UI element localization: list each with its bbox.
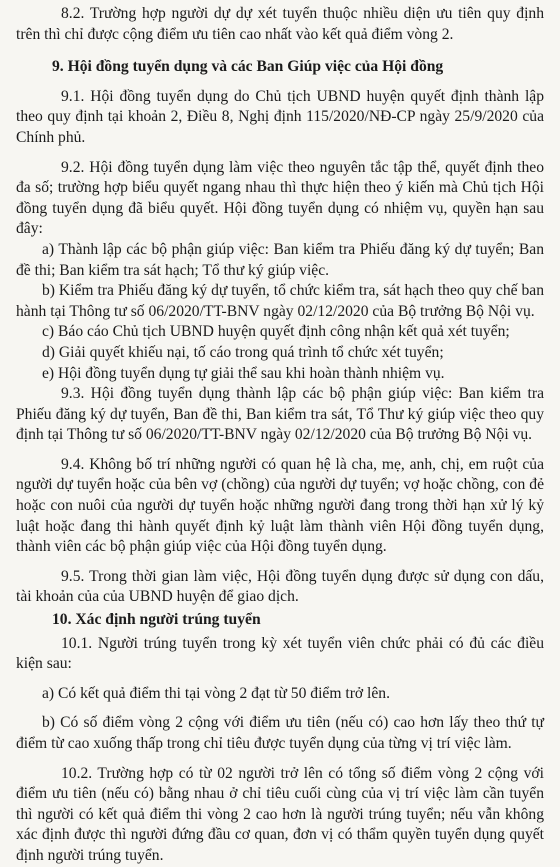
paragraph-9-1: 9.1. Hội đồng tuyển dụng do Chủ tịch UBND huyện quyết định thành lập theo quy định tại khoản 2, Điều 8, Nghị định 115/2020/NĐ-CP ngày 25/9/2020 của Chính phủ. <box>16 87 544 146</box>
paragraph-9-2-c: c) Báo cáo Chủ tịch UBND huyện quyết định công nhận kết quả xét tuyển; <box>42 323 510 341</box>
paragraph-10-1: 10.1. Người trúng tuyển trong kỳ xét tuyển viên chức phải có đủ các điều kiện sau: <box>16 634 544 673</box>
paragraph-9-2: 9.2. Hội đồng tuyển dụng làm việc theo nguyên tắc tập thể, quyết định theo đa số; trường hợp biểu quyết ngang nhau thì thực hiện theo ý kiến mà Chủ tịch Hội đồng tuyển dụng đã biểu quyết. Hội đồng tuyển dụng có nhiệm vụ, quyền hạn sau đây: <box>16 158 544 238</box>
section-heading-10: 10. Xác định người trúng tuyển <box>52 611 261 629</box>
section-heading-9: 9. Hội đồng tuyển dụng và các Ban Giúp việc của Hội đồng <box>52 58 444 76</box>
paragraph-9-4: 9.4. Không bố trí những người có quan hệ là cha, mẹ, anh, chị, em ruột của người dự tuyển hoặc của bên vợ (chồng) của người dự tuyển; vợ hoặc chồng, con đẻ hoặc con nuôi của người dự tuyển hoặc những người đang trong thời hạn xử lý kỷ luật hoặc đang thi hành quyết định kỷ luật làm thành viên Hội đồng tuyển dụng, thành viên các bộ phận giúp việc của Hội đồng tuyển dụng. <box>16 455 544 556</box>
paragraph-9-3: 9.3. Hội đồng tuyển dụng thành lập các bộ phận giúp việc: Ban kiểm tra Phiếu đăng ký dự tuyển, Ban đề thi, Ban kiểm tra sát, Tổ Thư ký giúp việc theo quy định tại Thông tư số 06/2020/TT-BNV ngày 02/12/2020 của Bộ trưởng Bộ Nội vụ. <box>16 385 544 444</box>
paragraph-10-2: 10.2. Trường hợp có từ 02 người trở lên có tổng số điểm vòng 2 cộng với điểm ưu tiên (nếu có) bằng nhau ở chỉ tiêu cuối cùng của vị trí việc làm cần tuyển thì người có kết quả điểm thi vòng 2 cao hơn là người trúng tuyển; nếu vẫn không xác định được thì người đứng đầu cơ quan, đơn vị có thẩm quyền tuyển dụng quyết định người trúng tuyển. <box>16 764 544 864</box>
paragraph-9-5: 9.5. Trong thời gian làm việc, Hội đồng tuyển dụng được sử dụng con dấu, tài khoản của của UBND huyện để giao dịch. <box>16 567 544 606</box>
paragraph-10-1-a: a) Có kết quả điểm thi tại vòng 2 đạt từ 50 điểm trở lên. <box>42 684 390 702</box>
paragraph-9-2-b: b) Kiểm tra Phiếu đăng ký dự tuyển, tổ chức kiểm tra, sát hạch theo quy chế ban hành tại Thông tư số 06/2020/TT-BNV ngày 02/12/2020 của Bộ trưởng Bộ Nội vụ. <box>16 282 544 320</box>
paragraph-10-1-b: b) Có số điểm vòng 2 cộng với điểm ưu tiên (nếu có) cao hơn lấy theo thứ tự điểm từ cao xuống thấp trong chỉ tiêu được tuyển dụng của từng vị trí việc làm. <box>16 714 544 752</box>
paragraph-9-2-e: e) Hội đồng tuyển dụng tự giải thể sau khi hoàn thành nhiệm vụ. <box>42 364 445 382</box>
paragraph-8-2: 8.2. Trường hợp người dự dự xét tuyển thuộc nhiều diện ưu tiên quy định trên thì chỉ được cộng điểm ưu tiên cao nhất vào kết quả điểm vòng 2. <box>16 5 544 43</box>
paragraph-9-2-a: a) Thành lập các bộ phận giúp việc: Ban kiểm tra Phiếu đăng ký dự tuyển; Ban đề thi; Ban kiểm tra sát hạch; Tổ thư ký giúp việc. <box>16 240 544 279</box>
paragraph-9-2-d: d) Giải quyết khiếu nại, tố cáo trong quá trình tổ chức xét tuyển; <box>42 343 444 361</box>
